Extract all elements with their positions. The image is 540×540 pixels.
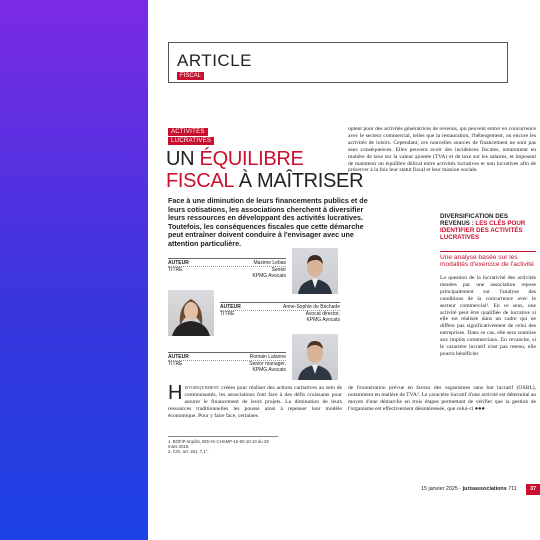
title-label: TITRE [168,360,183,367]
headline-part: FISCAL [166,170,234,192]
left-gradient-panel [0,0,148,540]
section-heading-part: LES CLÉS POUR IDENTIFIER DES ACTIVITÉS LUCRATIVES [440,220,526,241]
author-firm: KPMG Avocats [252,367,286,374]
author-block [220,302,340,323]
author-label: AUTEUR [168,259,189,266]
page-footer [421,486,517,492]
headline-part: ÉQUILIBRE [199,148,304,170]
author-title: Senior [271,266,286,273]
author-block [168,352,286,373]
topic-tag: ACTIVITÉS [168,128,208,136]
footnotes [168,436,278,455]
footnote: 1. BOFiP-Impôts, BOI-IS-CHAMP-10-50-10-10 du 28 mars 2018. [168,439,269,450]
author-title: Senior manager, [249,360,286,367]
author-photo [292,248,338,294]
section-subheading: Une analyse basée sur les modalités d'exercice de l'activité [440,251,536,269]
author-label: AUTEUR [168,353,189,360]
author-name: Anne-Sophie de Béchade [283,303,340,310]
publication-name: jurisassociations [462,486,507,492]
body-column-text: optent pour des activités génératrices de revenus, qui peuvent entrer en concurrence avec le secteur commercial, telles que la restauration, l'hébergement, ou encore les activités de loisirs. Cependant, ces nouvelles sources de financement ne sont pas sans conséquences. Elles peuvent avoir des incidences fiscales, notamment en matière de taxe sur la valeur ajoutée (TVA) et de taxe sur les salaires, et imposent de maintenir un équilibre délicat entre activités lucratives et non lucratives afin de préserver à la fois leur statut fiscal et leur mission sociale. [348,126,536,174]
footnote: 2. CGI, art. 261, 7,1°. [168,449,209,455]
intro-text: créées pour réaliser des actions caritatives au sein de communautés, les associations font face à des défis croissants pour assurer le financement de leurs projets. La diminution de leurs ressources traditionnelles les pousse ainsi à repenser leur modèle économique. Pour y faire face, certaines [168,385,342,419]
author-name: Romain Lalanne [249,353,286,360]
page-number: 37 [526,484,540,495]
intro-paragraph [168,382,342,420]
article-headline [166,148,363,192]
author-block [168,258,286,279]
intro-smallcaps: istoriquement [184,385,220,391]
headline-part: UN [166,148,200,170]
title-label: TITRE [168,266,183,273]
author-firm: KPMG Avocats [306,317,340,324]
author-photo [292,334,338,380]
section-heading [440,213,536,241]
magazine-page [148,0,540,540]
article-header [168,42,508,83]
portrait-icon [292,334,338,380]
author-firm: KPMG Avocats [252,273,286,280]
portrait-icon [292,248,338,294]
headline-part: À MAÎTRISER [233,170,364,192]
issue-number: 711 [506,486,517,492]
category-tag: FISCAL [177,72,204,80]
author-label: AUTEUR [220,303,241,310]
author-title: Avocat director, [305,310,340,317]
body-column-text: La question de la lucrativité des activités menées par une association repose principalement sur l'analyse des conditions de la concurrence avec le secteur commercial¹. En ce sens, une activité peut être qualifiée de lucrative si elle est réalisée dans un cadre qui ne diffère pas significativement de celui des entreprises. Dans ce cas, elle sera soumise aux impôts commerciaux. En revanche, si le caractère lucratif n'est pas retenu, elle pourra bénéficier [440,275,536,357]
author-photo [168,290,214,336]
drop-cap: H [168,382,183,404]
issue-date: 15 janvier 2025 - [421,486,463,492]
title-label: TITRE [220,310,235,317]
topic-tags [168,128,214,146]
author-name: Maxime Lebas [253,259,286,266]
body-column-text: de l'exonération prévue en faveur des organismes sans but lucratif (OSBL), notamment en matière de TVA². Le caractère lucratif d'une activité est déterminé au moyen d'une démarche en trois étapes permettant de vérifier que la gestion de l'organisme est effectivement désintéressée, que celui-ci ●●● [348,385,536,412]
section-heading-part: DIVERSIFICATION DES REVENUS : [440,213,508,227]
section-title: ARTICLE [177,51,252,70]
portrait-icon [168,290,214,336]
topic-tag: LUCRATIVES [168,137,214,145]
lead-paragraph: Face à une diminution de leurs financements publics et de leurs cotisations, les associations cherchent à diversifier leurs ressources en développant des activités lucratives. Toutefois, les conséquences fiscales que cette démarche peut entraîner doivent conduire à l'envisager avec une attention particulière. [168,196,368,248]
